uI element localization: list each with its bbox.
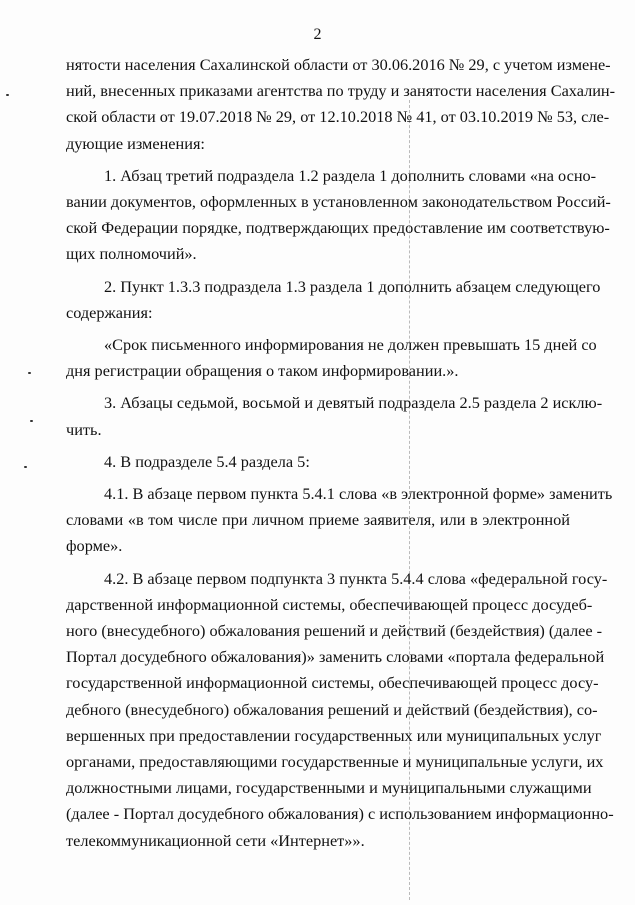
text-line: вершенных при предоставлении государственных или муниципальных услуг xyxy=(66,725,602,745)
text-line: ний, внесенных приказами агентства по труду и занятости населения Сахалин- xyxy=(66,81,616,101)
text-line: дня регистрации обращения о таком информировании.». xyxy=(66,361,459,381)
text-line: чить. xyxy=(66,419,102,439)
paragraph-item-4-2 xyxy=(66,566,614,854)
scan-speck xyxy=(6,94,9,96)
paragraph-item-4 xyxy=(66,449,570,475)
text-line: Портал досудебного обжалования)» заменить словами «портала федеральной xyxy=(66,647,605,667)
text-line: нятости населения Сахалинской области от 30.06.2016 № 29, с учетом измене- xyxy=(66,55,611,74)
page-number: 2 xyxy=(313,26,322,43)
text-line: 3. Абзацы седьмой, восьмой и девятый подраздела 2.5 раздела 2 исклю- xyxy=(104,393,603,413)
paragraph-item-3 xyxy=(66,390,603,442)
text-line: 4.1. В абзаце первом пункта 5.4.1 слова «в электронной форме» заменить xyxy=(104,484,613,504)
text-line: (далее - Портал досудебного обжалования) с использованием информационно- xyxy=(66,804,614,824)
text-line: дебного (внесудебного) обжалования решений и действий (бездействия), со- xyxy=(66,699,598,719)
text-line: содержания: xyxy=(66,302,153,322)
text-line: 4. В подразделе 5.4 раздела 5: xyxy=(104,451,310,471)
document-body xyxy=(66,52,616,854)
text-line: телекоммуникационной сети «Интернет»». xyxy=(66,830,365,850)
text-line: ской Федерации порядке, подтверждающих предоставление им соответствую- xyxy=(66,218,610,238)
text-line: форме». xyxy=(66,536,123,556)
paragraph-item-1 xyxy=(66,163,611,268)
text-line: органами, предоставляющими государственные и муниципальные услуги, их xyxy=(66,752,604,772)
text-line: словами «в том числе при личном приеме заявителя, или в электронной xyxy=(66,510,570,530)
text-line: дующие изменения: xyxy=(66,133,205,153)
text-line: «Срок письменного информирования не должен превышать 15 дней со xyxy=(104,335,597,355)
text-line: государственной информационной системы, обеспечивающей процесс досу- xyxy=(66,673,599,693)
scan-speck xyxy=(28,372,31,374)
scan-speck xyxy=(24,466,27,468)
text-line: ской области от 19.07.2018 № 29, от 12.10.2018 № 41, от 03.10.2019 № 53, сле- xyxy=(66,107,610,127)
paragraph-intro-continuation xyxy=(66,52,616,157)
text-line: должностными лицами, государственными и муниципальными служащими xyxy=(66,778,592,798)
scan-speck xyxy=(30,420,33,422)
paragraph-item-4-1 xyxy=(66,481,613,560)
text-line: 4.2. В абзаце первом подпункта 3 пункта 5.4.4 слова «федеральной госу- xyxy=(104,568,608,588)
text-line: 1. Абзац третий подраздела 1.2 раздела 1 дополнить словами «на осно- xyxy=(104,165,597,185)
paragraph-item-2 xyxy=(66,274,601,326)
text-line: вании документов, оформленных в установленном законодательством Россий- xyxy=(66,192,611,212)
paragraph-quote xyxy=(66,332,597,384)
text-line: ного (внесудебного) обжалования решений и действий (бездействия) (далее - xyxy=(66,621,603,641)
text-line: щих полномочий». xyxy=(66,244,197,264)
text-line: дарственной информационной системы, обеспечивающей процесс досудеб- xyxy=(66,594,593,614)
text-line: 2. Пункт 1.3.3 подраздела 1.3 раздела 1 дополнить абзацем следующего xyxy=(104,276,601,296)
